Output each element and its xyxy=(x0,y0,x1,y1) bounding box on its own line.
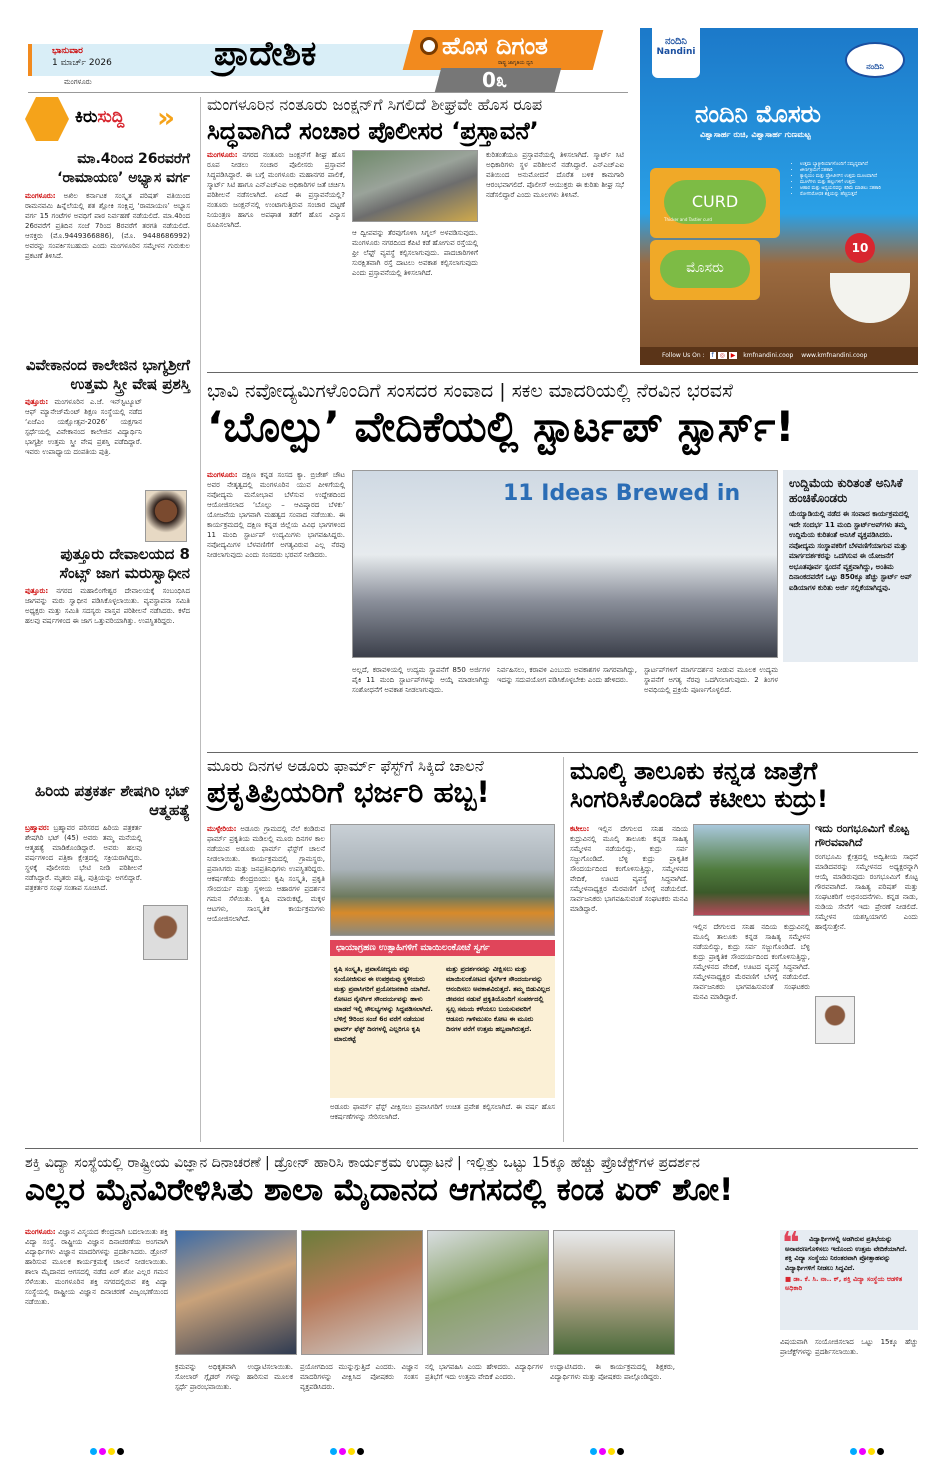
brief-body: ಮಂಗಳೂರು: ಅಖಿಲ ಕರ್ನಾಟಕ ಸಂಸ್ಕೃತ ಪರಿಷತ್ ವತಿಯಿಂದ ರಾಮನವಮಿ ಹಿನ್ನೆಲೆಯಲ್ಲಿ ಶತ ಶ್ಲೋಕಿ ಸಂಕ್ಷಿಪ್ತ ‘ರಾಮಾಯಣ’ ಅಭ್ಯಾಸ ವರ್ಗ 15 ಗಂಟೆಗಳ ಅವಧಿಗೆ ಪಾಠ ನಿರ್ವಹಣೆ ನಡೆಯಲಿದೆ. ಮಾ.4ರಿಂದ 26ರವರೆಗೆ ಪ್ರತಿದಿನ ಸಂಜೆ 7ರಿಂದ 8ರವರೆಗೆ ತರಗತಿ ನಡೆಯಲಿದೆ. ಆಸಕ್ತರು (ಮೊ.9449366886), (ಮೊ. 9448686992) ಅವರನ್ನು ಸಂಪರ್ಕಿಸಬಹುದು ಎಂದು ಮಂಗಳೂರಿನ ಸಮ್ಮೇಳನ ಗುರುಕುಲ ಪ್ರಕಟಣೆ ತಿಳಿಸಿದೆ. xyxy=(25,192,190,260)
kirusuddi-title: ಕಿರುಸುದ್ದಿ xyxy=(75,107,125,127)
headline-line1: ಮೂಲ್ಕಿ ತಾಲೂಕು ಕನ್ನಡ ಜಾತ್ರೆಗೆ xyxy=(570,757,818,785)
kicker: ಭಾವಿ ನವೋದ್ಯಮಿಗಳೊಂದಿಗೆ ಸಂಸದರ ಸಂವಾದ | ಸಕಲ ಮಾದರಿಯಲ್ಲಿ ನೆರವಿನ ಭರವಸೆ xyxy=(207,380,733,402)
day: ಭಾನುವಾರ xyxy=(52,46,83,56)
ad-url[interactable]: www.kmfnandini.coop xyxy=(801,352,868,359)
quote-author: ■ ಡಾ. ಕೆ. ಸಿ. ನಾ.. ಕ್, ಶಕ್ತಿ ವಿದ್ಯಾ ಸಂಸ್ಥೆಯ ಆಡಳಿತ ಅಧಿಕಾರಿ xyxy=(785,1275,903,1292)
kicker: ಮಂಗಳೂರಿನ ನಂತೂರು ಜಂಕ್ಷನ್‌ಗೆ ಸಿಗಲಿದೆ ಶೀಘ್ರವೇ ಹೊಸ ರೂಪ xyxy=(207,95,543,114)
brief-headline: ಮಾ.4ರಿಂದ 26ರವರೆಗೆ ‘ರಾಮಾಯಣ’ ಅಭ್ಯಾಸ ವರ್ಗ xyxy=(57,151,190,186)
sidebar-body: ಯೆಯ್ಯಾಡಿಯಲ್ಲಿ ನಡೆದ ಈ ಸಂವಾದ ಕಾರ್ಯಕ್ರಮದಲ್ಲಿ ಇದೇ ಸಂದರ್ಭ 11 ಮಂದಿ ಸ್ಟಾರ್ಟ್‌ಅಪ್‌ಗಳು ತಮ್ಮ ಉದ್ದಿಮೆಯ ಕುರಿತಂತೆ ಅನಿಸಿಕೆ ವ್ಯಕ್ತಪಡಿಸಿದರು. ನವೋದ್ಯಮ ಸಂಸ್ಥಾಪಕರಿಗೆ ಬೆಳವಣಿಗೆಯಾಗುವ ಮತ್ತು ಮಾರ್ಗದರ್ಶಕರನ್ನು ಒದಗಿಸುವ ಈ ಯೋಜನೆಗೆ ಅಭೂತಪೂರ್ವ ಸ್ಪಂದನೆ ವ್ಯಕ್ತವಾಗಿದ್ದು, ಅಂತಿಮ ದಿನಾಂಕದವರೆಗೆ ಒಟ್ಟು 850ಕ್ಕೂ ಹೆಚ್ಚು ಸ್ಟಾರ್ಟ್ ಅಪ್ ಐಡಿಯಾಗಳ ಕುರಿತು ಅರ್ಜಿ ಸಲ್ಲಿಕೆಯಾಗಿದ್ದವು. xyxy=(789,510,912,592)
mosaru-pack xyxy=(650,240,760,300)
kicker: ಶಕ್ತಿ ವಿದ್ಯಾ ಸಂಸ್ಥೆಯಲ್ಲಿ ರಾಷ್ಟ್ರೀಯ ವಿಜ್ಞಾನ ದಿನಾಚರಣೆ | ಡ್ರೋನ್ ಹಾರಿಸಿ ಕಾರ್ಯಕ್ರಮ ಉದ್ಘಾಟನೆ | ಇಲ್ಲಿತ್ತು ಒಟ್ಟು 15ಕ್ಕೂ ಹೆಚ್ಚು ಪ್ರೊಜೆಕ್ಟ್‌ಗಳ ಪ್ರದರ್ಶನ xyxy=(25,1155,700,1171)
youtube-icon[interactable]: ▶ xyxy=(730,352,736,359)
info-box xyxy=(330,940,555,1098)
body-col: ಅಲ್ಲದೆ, ಕರಾವಳಿಯಲ್ಲಿ ಉದ್ಯಮ ಸ್ಥಾಪನೆಗೆ 850 ಅರ್ಜಿಗಳ ಪೈಕಿ 11 ಮಂದಿ ಸ್ಟಾರ್ಟಪ್‌ಗಳನ್ನು ಆಯ್ಕೆ ಮಾಡಲಾಗಿದ್ದು ಸಂಶೋಧನೆಗೆ ಅವಕಾಶ ನೀಡಲಾಗುವುದು. xyxy=(352,666,490,694)
quote-box xyxy=(780,1226,918,1330)
headline: ಎಲ್ಲರ ಮೈನವಿರೇಳಿಸಿತು ಶಾಲಾ ಮೈದಾನದ ಆಗಸದಲ್ಲಿ ಕಂಡ ಏರ್ ಶೋ! xyxy=(25,1172,734,1208)
pack-label: ಮೊಸರು xyxy=(660,250,750,288)
brief-body: ಬ್ರಹ್ಮಾವರ: ಬ್ರಹ್ಮಾವರ ಪರಿಸರದ ಹಿರಿಯ ಪತ್ರಕರ್ತ ಶೇಷಗಿರಿ ಭಟ್ (45) ಅವರು ತಮ್ಮ ಮನೆಯಲ್ಲಿ ಆತ್ಮಹತ್ಯೆ ಮಾಡಿಕೊಂಡಿದ್ದಾರೆ. ಅವರು ಹಲವು ವರ್ಷಗಳಿಂದ ಪತ್ರಿಕಾ ಕ್ಷೇತ್ರದಲ್ಲಿ ಸಕ್ರಿಯರಾಗಿದ್ದರು. ಸ್ಥಳಕ್ಕೆ ಪೊಲೀಸರು ಭೇಟಿ ನೀಡಿ ಪರಿಶೀಲನೆ ನಡೆಸಿದ್ದಾರೆ. ಮೃತರು ಪತ್ನಿ, ಪುತ್ರಿಯನ್ನು ಅಗಲಿದ್ದಾರೆ. ಪತ್ರಕರ್ತರ ಸಂಘ ಸಂತಾಪ ಸೂಚಿಸಿದೆ. xyxy=(25,824,142,892)
ad-logo: ನಂದಿನಿ xyxy=(845,42,905,78)
color-registration-marks xyxy=(330,1440,366,1459)
follow-label: Follow Us On : xyxy=(662,352,705,359)
quote-text: ವಿದ್ಯಾರ್ಥಿಗಳಲ್ಲಿ ಅಡಗಿರುವ ಪ್ರತಿಭೆಯನ್ನು ಅನಾವರಣಗೊಳಿಸಲು ಇದೊಂದು ಉತ್ತಮ ವೇದಿಕೆಯಾಗಿದೆ. ಶಕ್ತಿ ವಿದ್ಯಾ ಸಂಸ್ಥೆಯು ನಿರಂತರವಾಗಿ ಪ್ರೋತ್ಸಾಹವನ್ನು ವಿದ್ಯಾರ್ಥಿಗಳಿಗೆ ನೀಡಲು ಸಿದ್ಧವಿದೆ. xyxy=(785,1235,908,1272)
kateel-story xyxy=(570,757,918,1142)
ad-bullet: • ಜೀರ್ಣಕ್ರಿಯೆಗೆ ಸಹಕಾರಿ xyxy=(800,168,914,174)
brief-body: ಪುತ್ತೂರು: ನಗರದ ಮಹಾಲಿಂಗೇಶ್ವರ ದೇವಾಲಯಕ್ಕೆ ಸಂಬಂಧಿಸಿದ ಜಾಗವನ್ನು ಮರು ಸ್ವಾಧೀನ ಪಡಿಸಿಕೊಳ್ಳಲಾಯಿತು. ವ್ಯವಸ್ಥಾಪನಾ ಸಮಿತಿ ಅಧ್ಯಕ್ಷರು ಮತ್ತು ಸಮಿತಿ ಸದಸ್ಯರು ವಾಸ್ತವ ಪರಿಶೀಲನೆ ನಡೆಸಿದರು. ಕಳೆದ ಹಲವು ವರ್ಷಗಳಿಂದ ಈ ಜಾಗ ಒತ್ತುವರಿಯಾಗಿತ್ತು. ಉಪಸ್ಥಿತರಿದ್ದರು. xyxy=(25,587,190,625)
curd-pack xyxy=(650,168,780,238)
science-day-story xyxy=(25,1155,918,1440)
body-col: ಮಂಗಳೂರು: ವಿಜ್ಞಾನ ವಿಸ್ಮಯದ ಕೇಂದ್ರವಾಗಿ ಬದಲಾಯಿತು ಶಕ್ತಿ ವಿದ್ಯಾ ಸಂಸ್ಥೆ. ರಾಷ್ಟ್ರೀಯ ವಿಜ್ಞಾನ ದಿನಾಚರಣೆಯ ಅಂಗವಾಗಿ ವಿದ್ಯಾರ್ಥಿಗಳು ವಿಜ್ಞಾನ ಮಾದರಿಗಳನ್ನು ಪ್ರದರ್ಶಿಸಿದರು. ಡ್ರೋನ್ ಹಾರಿಸುವ ಮೂಲಕ ಕಾರ್ಯಕ್ರಮಕ್ಕೆ ಚಾಲನೆ ನೀಡಲಾಯಿತು. ಶಾಲಾ ಮೈದಾನದ ಆಗಸದಲ್ಲಿ ನಡೆದ ಏರ್ ಶೋ ಎಲ್ಲರ ಗಮನ ಸೆಳೆಯಿತು. ಮಂಗಳೂರಿನ ಶಕ್ತಿ ನಗರದಲ್ಲಿರುವ ಶಕ್ತಿ ವಿದ್ಯಾ ಸಂಸ್ಥೆಯಲ್ಲಿ ರಾಷ್ಟ್ರೀಯ ವಿಜ್ಞಾನ ದಿನಾಚರಣೆ ವಿಜೃಂಭಣೆಯಿಂದ ನಡೆಯಿತು. xyxy=(25,1228,168,1306)
farm-fest-story xyxy=(207,757,557,1142)
farm-photo xyxy=(330,824,555,936)
pack-subtitle: Thicker and Tastier curd xyxy=(664,217,712,222)
headline-line2: ಸಿಂಗರಿಸಿಕೊಂಡಿದೆ ಕಟೀಲು ಕುದ್ರು! xyxy=(570,785,828,813)
info-box-title: ಛಾಯಾಗ್ರಹಣ ಉತ್ಸಾಹಿಗಳಿಗೆ ಮಾಯಿಲಂಕೋಟೆ ಸ್ವರ್ಗ xyxy=(330,940,555,956)
color-registration-marks xyxy=(90,1440,126,1459)
body-col: ಪ್ರಯೋಗದಿಂದ ಮುನ್ನುಗ್ಗುತ್ತಿದೆ ಎಂದರು. ವಿಜ್ಞಾನ ಮಾದರಿಗಳನ್ನು ವೀಕ್ಷಿಸಿದ ಪೋಷಕರು ಸಂತಸ ವ್ಯಕ್ತಪಡಿಸಿದರು. xyxy=(300,1363,418,1391)
robot-photo xyxy=(175,1230,297,1355)
info-box-col: ಕೃಷಿ ಸಂಸ್ಕೃತಿ, ಪ್ರವಾಸೋದ್ಯಮ ವನ್ನು ಸಂಯೋಜಿಸುವ ಈ ಉಪಕ್ರಮವು ಸ್ಥಳೀಯರು ಮತ್ತು ಪ್ರವಾಸಿಗರಿಗೆ ಪ್ರಯೋಜನಕಾರಿ ಯಾಗಿದೆ. ಕೋಟದ ನೈಸರ್ಗಿಕ ಸೌಂದರ್ಯವನ್ನು ಹಾಳು ಮಾಡದೆ ಇಲ್ಲಿ ಸೌಲಭ್ಯಗಳನ್ನು ಸಿದ್ಧಪಡಿಸಲಾಗಿದೆ. ಬೆಳಿಗ್ಗೆ 9ರಿಂದ ಸಂಜೆ 6ರ ವರೆಗೆ ನಡೆಯುವ ಫಾರ್ಮ್ ಫೆಸ್ಟ್ ದಿನಗಳಲ್ಲಿ ಎಲ್ಲರಿಗೂ ಕೃಷಿ ಮಾರುಕಟ್ಟೆ xyxy=(334,965,433,1043)
body-col: ಉದ್ಘಾಟಿಸಿದರು. ಈ ಕಾರ್ಯಕ್ರಮದಲ್ಲಿ ಶಿಕ್ಷಕರು, ವಿದ್ಯಾರ್ಥಿಗಳು ಮತ್ತು ಪೋಷಕರು ಪಾಲ್ಗೊಂಡಿದ್ದರು. xyxy=(550,1363,675,1381)
startup-story xyxy=(207,380,918,750)
ad-brand-tag xyxy=(652,28,700,78)
chevrons-icon: » xyxy=(157,101,176,134)
kicker: ಮೂರು ದಿನಗಳ ಅಡೂರು ಫಾರ್ಮ್ ಫೆಸ್ಟ್‌ಗೆ ಸಿಕ್ಕಿದೆ ಚಾಲನೆ xyxy=(207,757,484,775)
pack-label: CURD xyxy=(664,180,766,224)
kirusuddi-logo xyxy=(25,97,185,141)
body-col: ನಲ್ಲಿ ಭಾಗವಹಿಸಿ ಎಂದು ಹೇಳಿದರು. ವಿದ್ಯಾರ್ಥಿಗಳ ಪ್ರತಿಭೆಗೆ ಇದು ಉತ್ತಮ ವೇದಿಕೆ ಎಂದರು. xyxy=(425,1363,543,1381)
event-banner: 11 Ideas Brewed in xyxy=(503,481,741,506)
left-column xyxy=(25,150,190,1063)
brief-headline: ಪುತ್ತೂರು ದೇವಾಲಯದ 8 ಸೆಂಟ್ಸ್ ಜಾಗ ಮರುಸ್ವಾಧೀನ xyxy=(59,545,190,582)
headline: ಸಿದ್ಧವಾಗಿದೆ ಸಂಚಾರ ಪೊಲೀಸರ ‘ಪ್ರಸ್ತಾವನೆ’ xyxy=(207,117,539,145)
tagline: ರಾಷ್ಟ್ರ ಜಾಗೃತಿಯ ಧ್ವನಿ xyxy=(498,60,534,66)
section-title: ಪ್ರಾದೇಶಿಕ xyxy=(214,34,317,74)
body-col: ಅಡೂರು ಫಾರ್ಮ್ ಫೆಸ್ಟ್ ವೀಕ್ಷಿಸಲು ಪ್ರವಾಸಿಗರಿಗೆ ಉಚಿತ ಪ್ರವೇಶ ಕಲ್ಪಿಸಲಾಗಿದೆ. ಈ ವರ್ಷ ಹೊಸ ಆಕರ್ಷಣೆಗಳನ್ನು ಸೇರಿಸಲಾಗಿದೆ. xyxy=(330,1103,555,1121)
ad-brand-en: Nandini xyxy=(656,47,696,57)
edition: ಮಂಗಳೂರು xyxy=(64,78,92,86)
ad-bullet: • ಆಹಾರ ಮತ್ತು ಅಧ್ಯಯನವನ್ನು ಕಡಿಮೆ ಮಾಡಲು ಸಹಕಾರಿ xyxy=(800,186,914,192)
body-col: ಮಂಗಳೂರು: ನಗರದ ನಂತೂರು ಜಂಕ್ಷನ್‌ಗೆ ಶೀಘ್ರ ಹೊಸ ರೂಪ ನೀಡಲು ಸಂಚಾರ ಪೊಲೀಸರು ಪ್ರಸ್ತಾವನೆ ಸಿದ್ಧಪಡಿಸಿದ್ದಾರೆ. ಈ ಬಗ್ಗೆ ಮಂಗಳೂರು ಮಹಾನಗರ ಪಾಲಿಕೆ, ಸ್ಮಾರ್ಟ್ ಸಿಟಿ ಹಾಗೂ ಎನ್‌ಎಚ್‌ಎಐ ಅಧಿಕಾರಿಗಳ ಜತೆ ಚರ್ಚಿಸಿ ಪರಿಶೀಲನೆ ನಡೆಸಲಾಗಿದೆ. ಏನಿದೆ ಈ ಪ್ರಸ್ತಾವನೆಯಲ್ಲಿ? ನಂತೂರು ಜಂಕ್ಷನ್‌ನಲ್ಲಿ ಉಂಟಾಗುತ್ತಿರುವ ಸಂಚಾರ ದಟ್ಟಣೆ ನಿಯಂತ್ರಣ ಹಾಗೂ ಅಪಘಾತ ತಡೆಗೆ ಹೊಸ ವಿನ್ಯಾಸ ರೂಪಿಸಲಾಗಿದೆ. xyxy=(207,151,345,229)
startup-group-photo xyxy=(352,470,778,658)
body-col: ಕುರಿತಂತೆಯೂ ಪ್ರಸ್ತಾವನೆಯಲ್ಲಿ ತಿಳಿಸಲಾಗಿದೆ. ಸ್ಮಾರ್ಟ್ ಸಿಟಿ ಅಧಿಕಾರಿಗಳು ಸ್ಥಳ ಪರಿಶೀಲನೆ ನಡೆಸಿದ್ದಾರೆ. ಎನ್‌ಎಚ್‌ಎಐ ವತಿಯಿಂದ ಅನುಮೋದನೆ ದೊರೆತ ಬಳಿಕ ಕಾಮಗಾರಿ ಆರಂಭವಾಗಲಿದೆ. ಪೊಲೀಸ್ ಆಯುಕ್ತರು ಈ ಕುರಿತು ಶೀಘ್ರ ಸಭೆ ನಡೆಸಲಿದ್ದಾರೆ ಎಂದು ಮೂಲಗಳು ತಿಳಿಸಿವೆ. xyxy=(486,151,624,199)
ad-bullet: • ಮೂಳೆಗಳು ಮತ್ತು ಹಲ್ಲುಗಳಿಗೆ ಉತ್ತಮ xyxy=(800,180,914,186)
ad-subtitle: ವಿಶ್ವಾಸಾರ್ಹ ರುಚಿ, ವಿಶ್ವಾಸಾರ್ಹ ಗುಣಮಟ್ಟ xyxy=(700,130,811,139)
side-body: ರಂಗಭೂಮಿ ಕ್ಷೇತ್ರದಲ್ಲಿ ಅದ್ವಿತೀಯ ಸಾಧನೆ ಮಾಡಿದವರನ್ನು ಸಮ್ಮೇಳನದ ಅಧ್ಯಕ್ಷರನ್ನಾಗಿ ಆಯ್ಕೆ ಮಾಡಿರುವುದು ರಂಗಭೂಮಿಗೆ ಕೊಟ್ಟ ಗೌರವವಾಗಿದೆ. ಸಾಹಿತ್ಯ ಪರಿಷತ್ ಮತ್ತು ಸಂಘಟಕರಿಗೆ ಅಭಿನಂದನೆಗಳು. ಕನ್ನಡ ನಾಡು, ನುಡಿಯ ಸೇವೆಗೆ ಇದು ಪ್ರೇರಣೆ ನೀಡಲಿದೆ. ಸಮ್ಮೇಳನ ಯಶಸ್ವಿಯಾಗಲಿ ಎಂದು ಹಾರೈಸುತ್ತೇನೆ. xyxy=(815,853,918,931)
logo-icon xyxy=(420,37,438,55)
body-col: ವಿಷಯವಾಗಿ ಸಂಯೋಜಿಸಲಾದ ಒಟ್ಟು 15ಕ್ಕೂ ಹೆಚ್ಚು ಪ್ರಾಜೆಕ್ಟ್‌ಗಳನ್ನು ಪ್ರದರ್ಶಿಸಲಾಯಿತು. xyxy=(780,1338,918,1356)
body-col: ಸ್ಟಾರ್ಟಪ್‌ಗಳಿಗೆ ಮಾರ್ಗದರ್ಶನ ನೀಡುವ ಮೂಲಕ ಉದ್ಯಮ ಸ್ಥಾಪನೆಗೆ ಅಗತ್ಯ ನೆರವು ಒದಗಿಸಲಾಗುವುದು. 2 ತಿಂಗಳ ಅವಧಿಯಲ್ಲಿ ಪ್ರಕ್ರಿಯೆ ಪೂರ್ಣಗೊಳ್ಳಲಿದೆ. xyxy=(644,666,778,694)
ad-badge: 10 xyxy=(845,233,875,263)
traffic-story xyxy=(207,95,627,365)
junction-photo xyxy=(352,150,478,222)
hand-icon xyxy=(25,97,69,141)
sidebar-headline: ಉದ್ದಿಮೆಯ ಕುರಿತಂತೆ ಅನಿಸಿಕೆ ಹಂಚಿಕೊಂಡರು xyxy=(789,476,903,505)
ad-brand-kn: ನಂದಿನಿ xyxy=(664,36,687,47)
ad-footer xyxy=(640,347,918,365)
side-note xyxy=(815,822,918,1044)
kateel-photo xyxy=(693,824,810,916)
ad-bullets xyxy=(794,162,914,198)
instagram-icon[interactable]: ◎ xyxy=(719,352,725,359)
ad-bullet: • ಕ್ಯಾಲ್ಸಿಯಂ ಮತ್ತು ಪ್ರೋಟೀನ್‌ನ ಉತ್ತಮ ಮೂಲವಾಗಿದೆ xyxy=(800,174,914,180)
color-registration-marks xyxy=(850,1440,886,1459)
ad-title: ನಂದಿನಿ ಮೊಸರು xyxy=(695,100,821,128)
page-number: 0೩ xyxy=(482,68,508,92)
body-col: ನಿರ್ವಹಿಸಲು, ಕರಾವಳಿ ಎಂಬುದು ಅವಕಾಶಗಳ ಸಾಗರವಾಗಿದ್ದು, ಇದನ್ನು ಸದುಪಯೋಗ ಪಡಿಸಿಕೊಳ್ಳಬೇಕು ಎಂದು ಹೇಳಿದರು. xyxy=(497,666,637,684)
ad-bullet: • ಉತ್ತಮ ಬ್ಯಾಕ್ಟೀರಿಯಾಗಳೊಂದಿಗೆ ಸಮೃದ್ಧವಾಗಿದೆ xyxy=(800,162,914,168)
body-col: ಮುಳ್ಳೇರಿಯ: ಅಡೂರು ಗ್ರಾಮದಲ್ಲಿ ನೆಲೆ ಕಂಡಿರುವ ಫಾರ್ಮ್ ಪ್ರಕೃತಿಯ ಮಡಿಲಲ್ಲಿ ಮೂರು ದಿನಗಳ ಕಾಲ ನಡೆಯುವ ಅಡೂರು ಫಾರ್ಮ್ ಫೆಸ್ಟ್‌ಗೆ ಚಾಲನೆ ನೀಡಲಾಯಿತು. ಕಾರ್ಯಕ್ರಮದಲ್ಲಿ ಗ್ರಾಮಸ್ಥರು, ಪ್ರವಾಸಿಗರು ಮತ್ತು ಜನಪ್ರತಿನಿಧಿಗಳು ಉಪಸ್ಥಿತರಿದ್ದರು. ಆಕರ್ಷಣೆಯ ಕೇಂದ್ರಬಿಂದು: ಕೃಷಿ ಸಂಸ್ಕೃತಿ, ಪ್ರಕೃತಿ ಸೌಂದರ್ಯ ಮತ್ತು ಸ್ಥಳೀಯ ಆಹಾರಗಳ ಪ್ರದರ್ಶನ ಗಮನ ಸೆಳೆಯಿತು. ಕೃಷಿ ಮಾರುಕಟ್ಟೆ, ಮಕ್ಕಳ ಆಟಗಳು, ಸಾಂಸ್ಕೃತಿಕ ಕಾರ್ಯಕ್ರಮಗಳು ಆಯೋಜಿಸಲಾಗಿದೆ. xyxy=(207,825,325,923)
ad-bullet: • ರೋಗನಿರೋಧಕ ಶಕ್ತಿಯನ್ನು ಹೆಚ್ಚಿಸುತ್ತದೆ xyxy=(800,192,914,198)
body-col: ಕ್ರಮವನ್ನು ಅಧಿಕೃತವಾಗಿ ಉದ್ಘಾಟಿಸಲಾಯಿತು. ಸೋಲಾರ್ ಗ್ಲೈಡರ್ ಗಳನ್ನು ಹಾರಿಸುವ ಮೂಲಕ ಸ್ಪರ್ಧೆ ಪ್ರಾರಂಭವಾಯಿತು. xyxy=(175,1363,293,1391)
drone-photo xyxy=(553,1230,675,1355)
color-registration-marks xyxy=(590,1440,626,1459)
project-photo xyxy=(427,1230,549,1355)
side-headline: ಇದು ರಂಗಭೂಮಿಗೆ ಕೊಟ್ಟ ಗೌರವವಾಗಿದೆ xyxy=(815,822,909,849)
facebook-icon[interactable]: f xyxy=(711,352,714,359)
headline: ‘ಬೊಲ್ಪು’ ವೇದಿಕೆಯಲ್ಲಿ ಸ್ಟಾರ್ಟಪ್ ಸ್ಟಾರ್ಸ್! xyxy=(207,402,795,451)
bhagyashree-photo xyxy=(145,490,187,542)
curd-rice-bowl xyxy=(830,273,910,323)
ad-handle[interactable]: kmfnandini.coop xyxy=(743,352,794,359)
brief-headline: ವಿವೇಕಾನಂದ ಕಾಲೇಜಿನ ಭಾಗ್ಯಶ್ರೀಗೆ ಉತ್ತಮ ಸ್ತ್ರೀ ವೇಷ ಪ್ರಶಸ್ತಿ xyxy=(25,356,190,393)
quote-icon: ❝ xyxy=(782,1226,800,1261)
body-col: ಕಟೀಲು: ಇಲ್ಲಿನ ದೇಗುಲದ ಸನಿಹ ನದಿಯ ಕುದ್ರುವಿನಲ್ಲಿ ಮೂಲ್ಕಿ ತಾಲೂಕು ಕನ್ನಡ ಸಾಹಿತ್ಯ ಸಮ್ಮೇಳನ ನಡೆಯಲಿದ್ದು, ಕುದ್ರು ಸರ್ವ ಸಜ್ಜುಗೊಂಡಿದೆ. ಬೆಳ್ಳಿ ಕುದ್ರು ಪ್ರಾಕೃತಿಕ ಸೌಂದರ್ಯದಿಂದ ಕಂಗೊಳಿಸುತ್ತಿದ್ದು, ಸಮ್ಮೇಳನದ ವೇದಿಕೆ, ಊಟದ ವ್ಯವಸ್ಥೆ ಸಿದ್ಧವಾಗಿದೆ. ಸಮ್ಮೇಳನಾಧ್ಯಕ್ಷರ ಮೆರವಣಿಗೆ ಬೆಳಗ್ಗೆ ನಡೆಯಲಿದೆ. ಸಾರ್ವಜನಿಕರು ಭಾಗವಹಿಸುವಂತೆ ಸಂಘಟಕರು ಮನವಿ ಮಾಡಿದ್ದಾರೆ. xyxy=(570,825,688,913)
body-col: ಮಂಗಳೂರು: ದಕ್ಷಿಣ ಕನ್ನಡ ಸಂಸದ ಕ್ಯಾ. ಬ್ರಿಜೇಶ್ ಚೌಟ ಅವರ ನೇತೃತ್ವದಲ್ಲಿ ಮಂಗಳೂರಿನ ಯುವ ಪೀಳಿಗೆಯಲ್ಲಿ ನವೋದ್ಯಮ ಮನೋಭಾವ ಬೆಳೆಸುವ ಉದ್ದೇಶದಿಂದ ಆಯೋಜಿಸಲಾದ ‘ಬೊಲ್ಪು – ಆವಿಷ್ಕಾರದ ಬೆಳಕು’ ಯೋಜನೆಯ ಭಾಗವಾಗಿ ಮಹತ್ವದ ಸಂವಾದ ನಡೆಯಿತು. ಈ ಕಾರ್ಯಕ್ರಮದಲ್ಲಿ ದಕ್ಷಿಣ ಕನ್ನಡ ಜಿಲ್ಲೆಯ ವಿವಿಧ ಭಾಗಗಳಿಂದ 11 ಮಂದಿ ಸ್ಟಾರ್ಟಪ್ ಉದ್ಯಮಿಗಳು ಭಾಗವಹಿಸಿದ್ದರು. ನವೋದ್ಯಮಿಗಳ ಬೆಳವಣಿಗೆಗೆ ಅಗತ್ಯವಿರುವ ಎಲ್ಲ ನೆರವು ನೀಡಲಾಗುವುದು ಎಂದು ಸಂಸದರು ಭರವಸೆ ನೀಡಿದರು. xyxy=(207,471,345,559)
paper-name: ಹೊಸ ದಿಗಂತ xyxy=(442,32,548,60)
nandini-ad[interactable] xyxy=(640,28,918,365)
brief-headline: ಹಿರಿಯ ಪತ್ರಕರ್ತ ಶೇಷಗಿರಿ ಭಟ್ ಆತ್ಮಹತ್ಯೆ xyxy=(34,782,190,819)
sheshagiri-photo xyxy=(143,905,188,960)
body-col: ಇಲ್ಲಿನ ದೇಗುಲದ ಸನಿಹ ನದಿಯ ಕುದ್ರುವಿನಲ್ಲಿ ಮೂಲ್ಕಿ ತಾಲೂಕು ಕನ್ನಡ ಸಾಹಿತ್ಯ ಸಮ್ಮೇಳನ ನಡೆಯಲಿದ್ದು, ಕುದ್ರು ಸರ್ವ ಸಜ್ಜುಗೊಂಡಿದೆ. ಬೆಳ್ಳಿ ಕುದ್ರು ಪ್ರಾಕೃತಿಕ ಸೌಂದರ್ಯದಿಂದ ಕಂಗೊಳಿಸುತ್ತಿದ್ದು, ಸಮ್ಮೇಳನದ ವೇದಿಕೆ, ಊಟದ ವ್ಯವಸ್ಥೆ ಸಿದ್ಧವಾಗಿದೆ. ಸಮ್ಮೇಳನಾಧ್ಯಕ್ಷರ ಮೆರವಣಿಗೆ ಬೆಳಗ್ಗೆ ನಡೆಯಲಿದೆ. ಸಾರ್ವಜನಿಕರು ಭಾಗವಹಿಸುವಂತೆ ಸಂಘಟಕರು ಮನವಿ ಮಾಡಿದ್ದಾರೆ. xyxy=(693,923,810,1001)
brief-body: ಪುತ್ತೂರು: ಮಂಗಳೂರಿನ ಎ.ಜೆ. ಇನ್‌ಸ್ಟಿಟ್ಯೂಟ್ ಆಫ್ ಮ್ಯಾನೇಜ್‌ಮೆಂಟ್ ಶಿಕ್ಷಣ ಸಂಸ್ಥೆಯಲ್ಲಿ ನಡೆದ ‘ಏಜೆಎಂ ಯಕ್ಷೋತ್ಸವ-2026’ ಯಕ್ಷಗಾನ ಸ್ಪರ್ಧೆಯಲ್ಲಿ ವಿವೇಕಾನಂದ ಕಾಲೇಜಿನ ವಿದ್ಯಾರ್ಥಿನಿ ಭಾಗ್ಯಶ್ರೀ ಉತ್ತಮ ಸ್ತ್ರೀ ವೇಷ ಪ್ರಶಸ್ತಿ ಪಡೆದಿದ್ದಾರೆ. ಇವರು ಉಪಾಧ್ಯಾಯ ದಂಪತಿಯ ಪುತ್ರಿ. xyxy=(25,398,142,456)
author-photo xyxy=(815,996,855,1044)
date: 1 ಮಾರ್ಚ್ 2026 xyxy=(52,58,112,68)
body-col: ಆ ದ್ವೀಪವನ್ನು ತೆರವುಗೊಳಿಸಿ ಸಿಗ್ನಲ್ ಅಳವಡಿಸುವುದು. ಮಂಗಳೂರು ನಗರದಿಂದ ಕೆಪಿಟಿ ಕಡೆ ಹೋಗುವ ರಸ್ತೆಯಲ್ಲಿ ಫ್ರೀ ಲೆಫ್ಟ್ ವ್ಯವಸ್ಥೆ ಕಲ್ಪಿಸಲಾಗುವುದು. ಪಾದಚಾರಿಗಳಿಗೆ ಸುರಕ್ಷಿತವಾಗಿ ರಸ್ತೆ ದಾಟಲು ಅವಕಾಶ ಕಲ್ಪಿಸಲಾಗುವುದು ಎಂದು ಪ್ರಸ್ತಾವನೆಯಲ್ಲಿ ತಿಳಿಸಲಾಗಿದೆ. xyxy=(352,229,478,277)
headline: ಪ್ರಕೃತಿಪ್ರಿಯರಿಗೆ ಭರ್ಜರಿ ಹಬ್ಬ! xyxy=(207,775,490,809)
sidebar-box xyxy=(783,470,918,662)
students-vr-photo xyxy=(301,1230,423,1355)
info-box-col: ಮತ್ತು ಪ್ರದರ್ಶನವನ್ನು ವೀಕ್ಷಿಸಲು ಮತ್ತು ಮಾಯಿಲಂಕೋಟದ ನೈಸರ್ಗಿಕ ಸೌಂದರ್ಯವನ್ನು ಆನಂದಿಸಲು ಅವಕಾಶವಿರುತ್ತದೆ. ತಮ್ಮ ಬಿಡುವಿಲ್ಲದ ಜೀವನದ ನಡುವೆ ಪ್ರಕೃತಿಯೊಂದಿಗೆ ಸಂಪರ್ಕದಲ್ಲಿ ಸ್ವಲ್ಪ ಸಮಯ ಕಳೆಯಲು ಬಯಸುವವರಿಗೆ ಆಡೂರು ಗಾಳಿಮುಖಂ ಕೋಟ ಈ ಮೂರು ದಿನಗಳ ವರೆಗೆ ಉತ್ತಮ ಹಬ್ಬವಾಗಿರುತ್ತದೆ. xyxy=(446,965,550,1033)
